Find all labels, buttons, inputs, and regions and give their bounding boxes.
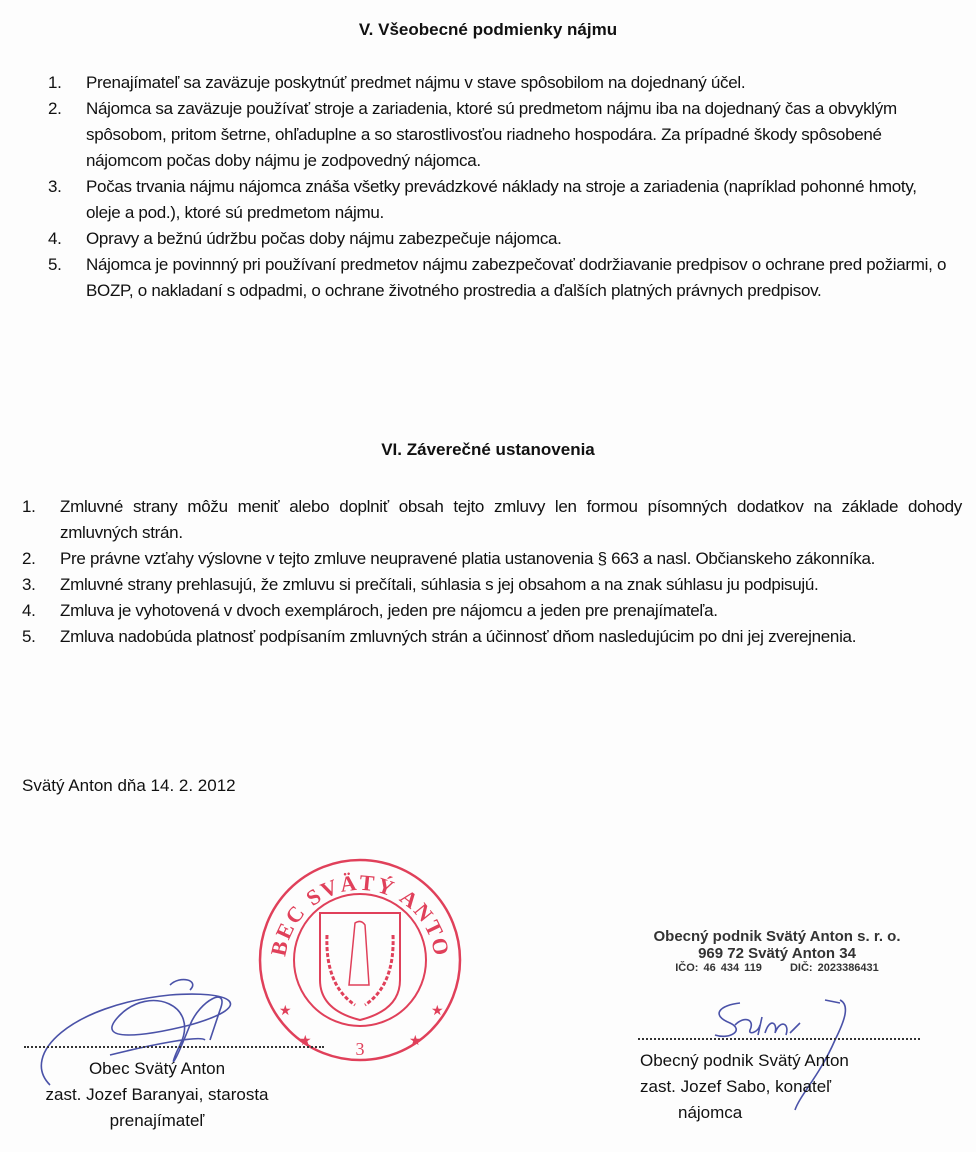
stamp-address: 969 72 Svätý Anton 34	[698, 945, 856, 962]
star-icon: ★	[431, 1002, 444, 1018]
star-icon: ★	[409, 1032, 422, 1048]
lessee-block	[640, 1048, 880, 1126]
list-item: 1. Zmluvné strany môžu meniť alebo doplniť obsah tejto zmluvy len formou písomných dodatkov na základe dohody zmluvných strán.	[22, 497, 962, 542]
stamp-dic: DIČ: 2023386431	[789, 962, 879, 974]
section-6-heading: VI. Záverečné ustanovenia	[381, 440, 595, 459]
stamp-ico: IČO: 46 434 119	[675, 962, 762, 974]
lessor-block	[22, 1056, 292, 1134]
list-item: 3. Počas trvania nájmu nájomca znáša všetky prevádzkové náklady na stroje a zariadenia (napríklad pohonné hmoty, oleje a pod.), ktoré sú predmetom nájmu.	[48, 177, 917, 222]
list-item: 4. Zmluva je vyhotovená v dvoch exemplároch, jeden pre nájomcu a jeden pre prenajímateľa.	[22, 601, 718, 620]
list-item: 1. Prenajímateľ sa zaväzuje poskytnúť predmet nájmu v stave spôsobilom na dojednaný účel.	[48, 73, 746, 92]
stamp-company-name: Obecný podnik Svätý Anton s. r. o.	[653, 928, 901, 945]
lessor-signature-line	[24, 1046, 324, 1048]
lessee-signature-line	[638, 1038, 920, 1040]
list-item: 4. Opravy a bežnú údržbu počas doby nájmu zabezpečuje nájomca.	[48, 229, 562, 248]
list-item: 5. Zmluva nadobúda platnosť podpísaním zmluvných strán a účinnosť dňom nasledujúcim po dni jej zverejnenia.	[22, 627, 857, 646]
star-icon: ★	[299, 1032, 312, 1048]
seal-ring-text: OBEC SVÄTÝ ANTON	[245, 835, 455, 960]
place-and-date: Svätý Anton dňa 14. 2. 2012	[22, 776, 236, 795]
lessee-name: Obecný podnik Svätý Anton	[640, 1051, 849, 1070]
list-item: 2. Nájomca sa zaväzuje používať stroje a zariadenia, ktoré sú predmetom nájmu iba na dojednaný čas a obvyklým spôsobom, pritom šetrne, ohľaduplne a so starostlivosťou riadneho hospodára. Za prípadné škody spôsobené nájomcom počas doby nájmu je zodpovedný nájomca.	[48, 99, 897, 170]
coat-of-arms-shield	[320, 913, 400, 1020]
lessee-role: nájomca	[678, 1103, 743, 1122]
seal-number: 3	[355, 1039, 365, 1059]
star-icon: ★	[279, 1002, 292, 1018]
list-item: 3. Zmluvné strany prehlasujú, že zmluvu si prečítali, súhlasia s jej obsahom a na znak súhlasu ju podpisujú.	[22, 575, 819, 594]
list-item: 2. Pre právne vzťahy výslovne v tejto zmluve neupravené platia ustanovenia § 663 a nasl. Občianskeho zákonníka.	[22, 549, 876, 568]
list-item: 5. Nájomca je povinnný pri používaní predmetov nájmu zabezpečovať dodržiavanie predpisov o ochrane pred požiarmi, o BOZP, o nakladaní s odpadmi, o ochrane životného prostredia a ďalších platných právnych predpisov.	[48, 255, 947, 300]
lessee-representative: zast. Jozef Sabo, konateľ	[640, 1077, 832, 1096]
section-5-heading: V. Všeobecné podmienky nájmu	[358, 20, 618, 39]
company-stamp	[612, 928, 942, 974]
lessor-name: Obec Svätý Anton	[88, 1059, 226, 1078]
stamp-ids	[612, 962, 942, 974]
lessor-representative: zast. Jozef Baranyai, starosta	[45, 1085, 269, 1104]
section-6-list	[22, 494, 962, 650]
section-5-list	[48, 70, 948, 304]
lessor-role: prenajímateľ	[109, 1111, 205, 1130]
